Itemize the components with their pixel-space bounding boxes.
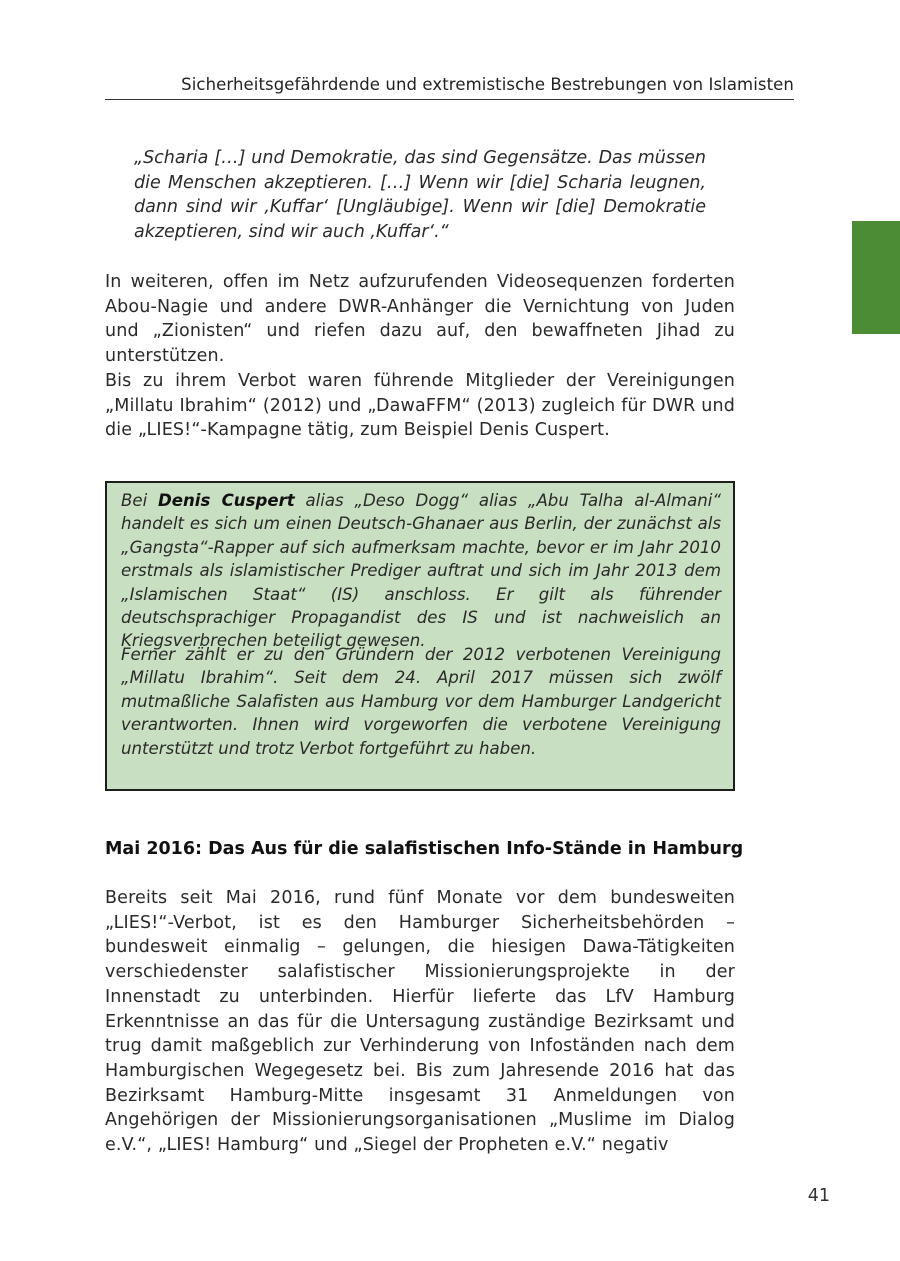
section-heading: Mai 2016: Das Aus für die salafistischen Info-Stände in Hamburg: [105, 839, 744, 859]
info-box: [105, 481, 735, 791]
header-rule: [105, 99, 794, 100]
info-box-paragraph-1: [121, 489, 721, 653]
info-box-lead-in: Bei: [121, 491, 158, 510]
paragraph-members: Bis zu ihrem Verbot waren führende Mitglieder der Vereinigungen „Millatu Ibrahim“ (2012) und „DawaFFM“ (2013) zugleich für DWR und die „LIES!“-Kampagne tätig, zum Beispiel Denis Cuspert.: [105, 371, 735, 441]
chapter-tab-marker: [852, 221, 900, 334]
section-body: Bereits seit Mai 2016, rund fünf Monate vor dem bundesweiten „LIES!“-Verbot, ist es den Hamburger Sicherheitsbehörden – bundesweit einmalig – gelungen, die hiesigen Dawa-Tätigkeiten verschiedenster salafistischer Missionierungsprojekte in der Innenstadt zu unterbinden. Hierfür lieferte das LfV Hamburg Erkenntnisse an das für die Untersagung zuständige Bezirksamt und trug damit maßgeblich zur Verhinderung von Infoständen nach dem Hamburgischen Wegegesetz bei. Bis zum Jahresende 2016 hat das Bezirksamt Hamburg-Mitte insgesamt 31 Anmeldungen von Angehörigen der Missionierungsorganisationen „Muslime im Dialog e.V.“, „LIES! Hamburg“ und „Siegel der Propheten e.V.“ negativ: [105, 888, 735, 1156]
paragraph-videos: In weiteren, offen im Netz aufzurufenden Videosequenzen forderten Abou-Nagie und andere DWR-Anhänger die Vernichtung von Juden und „Zionisten“ und riefen dazu auf, den bewaffneten Jihad zu unterstützen.: [105, 272, 735, 367]
running-header: Sicherheitsgefährdende und extremistische Bestrebungen von Islamisten: [181, 75, 794, 94]
page-number: 41: [807, 1186, 830, 1206]
info-box-name: Denis Cuspert: [157, 491, 295, 510]
quote-block: „Scharia […] und Demokratie, das sind Gegensätze. Das müssen die Menschen akzeptieren. […] Wenn wir [die] Scharia leugnen, dann sind wir ‚Kuffar‘ [Ungläubige]. Wenn wir [die] Demokratie akzeptieren, sind wir auch ‚Kuffar‘.“: [134, 148, 706, 243]
info-box-paragraph-2: Ferner zählt er zu den Gründern der 2012 verbotenen Vereinigung „Millatu Ibrahim“. Seit dem 24. April 2017 müssen sich zwölf mutmaßliche Salafisten aus Hamburg vor dem Hamburger Landgericht verantworten. Ihnen wird vorgeworfen die verbotene Vereinigung unterstützt und trotz Verbot fortgeführt zu haben.: [121, 645, 721, 758]
info-box-first-rest: alias „Deso Dogg“ alias „Abu Talha al-Almani“ handelt es sich um einen Deutsch-Ghanaer aus Berlin, der zunächst als „Gangsta“-Rapper auf sich aufmerksam machte, bevor er im Jahr 2010 erstmals als islamistischer Prediger auftrat und sich im Jahr 2013 dem „Islamischen Staat“ (IS) anschloss. Er gilt als führender deutschsprachiger Propagandist des IS und ist nachweislich an Kriegsverbrechen beteiligt gewesen.: [121, 491, 721, 651]
